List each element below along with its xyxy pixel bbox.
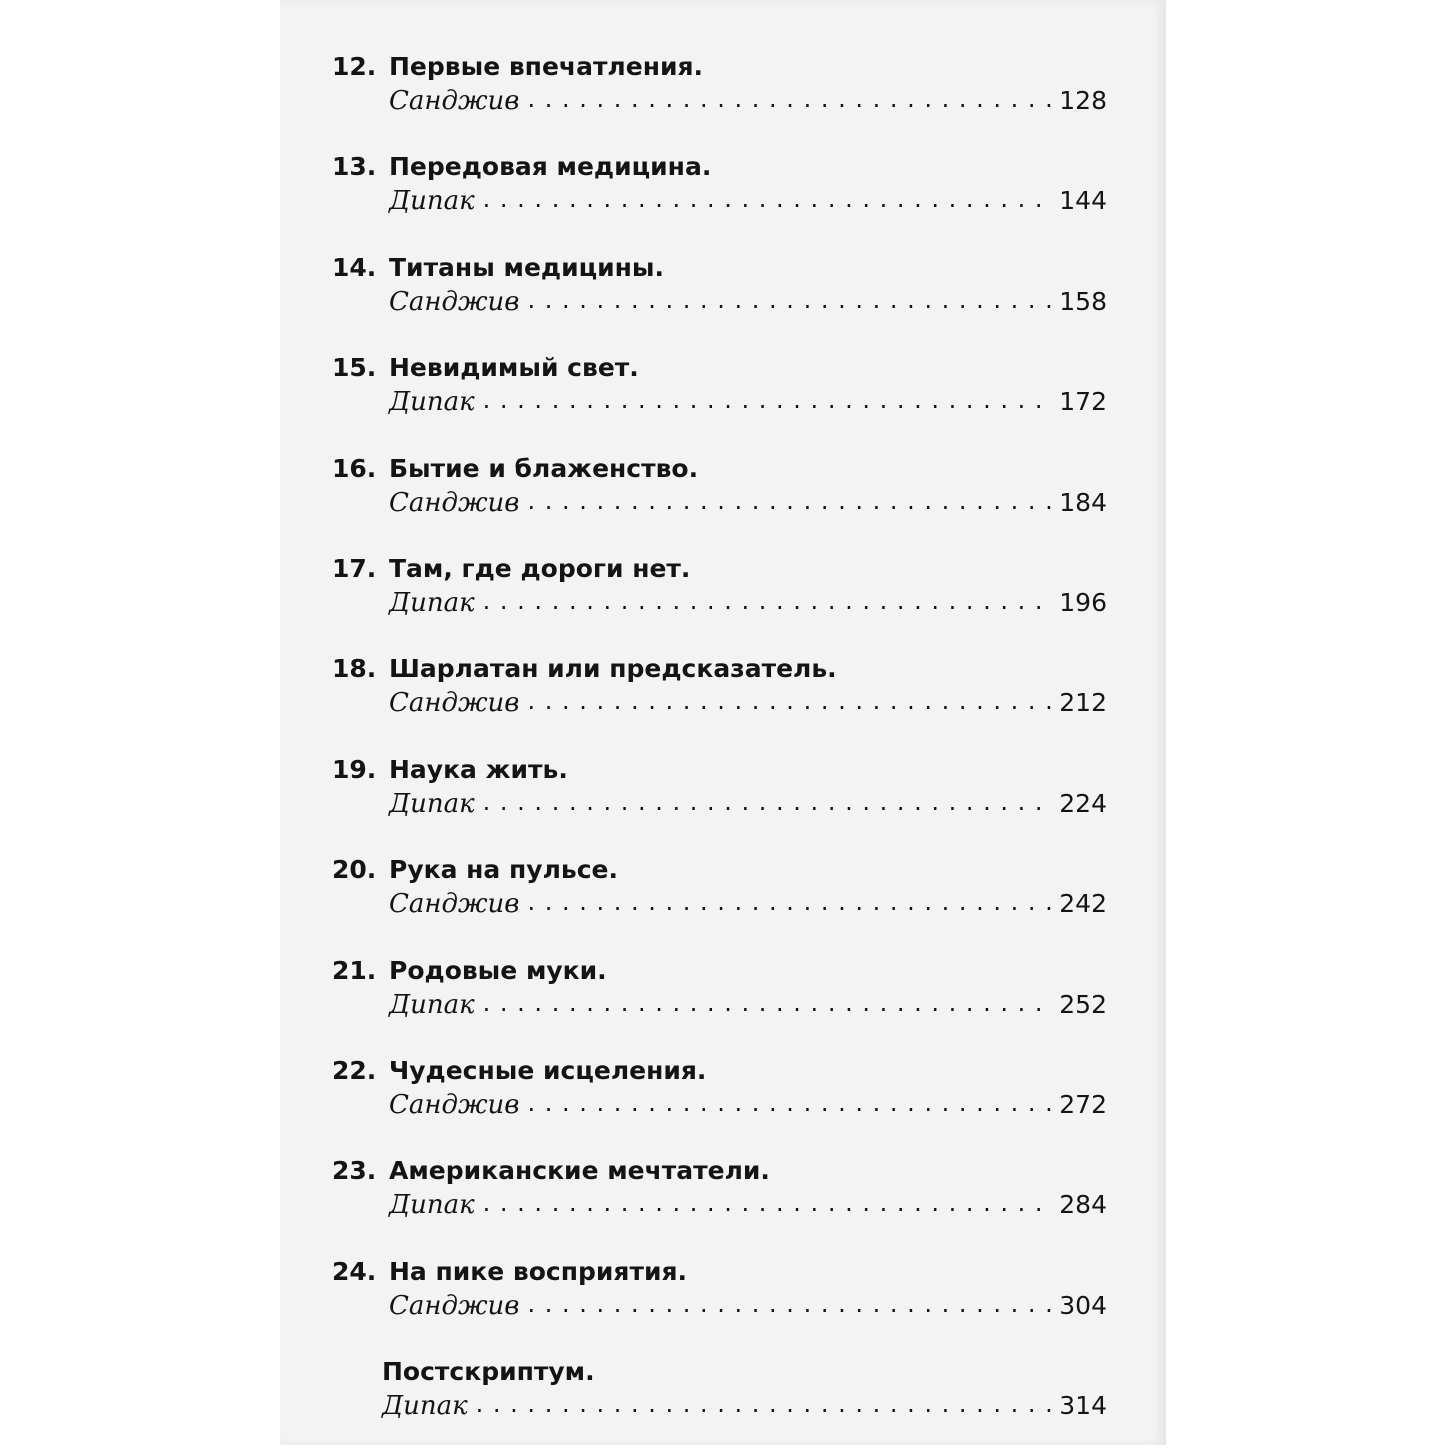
toc-entry-21 (332, 950, 1107, 1050)
chapter-title: Родовые муки. (389, 955, 607, 985)
dot-leader (483, 989, 1052, 1017)
page-number: 196 (1059, 587, 1107, 617)
chapter-author: Дипак (389, 989, 475, 1020)
toc-entry-postscript (332, 1351, 1107, 1451)
dot-leader (483, 386, 1052, 414)
chapter-title: Наука жить. (389, 754, 568, 784)
chapter-author: Дипак (389, 387, 475, 418)
toc-entry-13 (332, 146, 1107, 246)
chapter-author: Дипак (389, 788, 475, 819)
chapter-title: Бытие и блаженство. (389, 453, 699, 483)
chapter-number: 22. (332, 1055, 377, 1085)
chapter-number: 18. (332, 654, 377, 684)
page-number: 158 (1059, 286, 1107, 316)
toc-entry-23 (332, 1150, 1107, 1250)
dot-leader (527, 687, 1051, 715)
table-of-contents (332, 46, 1107, 1451)
dot-leader (527, 85, 1051, 113)
chapter-author: Санджив (389, 86, 520, 116)
toc-entry-12 (332, 46, 1107, 146)
toc-entry-17 (332, 548, 1107, 648)
chapter-number: 13. (332, 152, 377, 182)
toc-entry-16 (332, 448, 1107, 548)
chapter-author: Дипак (389, 1190, 475, 1221)
page-number: 304 (1059, 1290, 1107, 1320)
chapter-number: 14. (332, 252, 377, 282)
page-number: 252 (1059, 989, 1107, 1019)
chapter-number: 16. (332, 453, 377, 483)
dot-leader (483, 788, 1052, 816)
toc-entry-19 (332, 749, 1107, 849)
page-number: 224 (1059, 788, 1107, 818)
page-number: 242 (1059, 889, 1107, 919)
chapter-title: Чудесные исцеления. (389, 1055, 707, 1085)
chapter-number: 15. (332, 353, 377, 383)
chapter-title: Невидимый свет. (389, 353, 639, 383)
toc-entry-14 (332, 247, 1107, 347)
postscript-author: Дипак (382, 1391, 468, 1422)
toc-entry-24 (332, 1251, 1107, 1351)
chapter-title: Передовая медицина. (389, 152, 712, 182)
chapter-number: 21. (332, 955, 377, 985)
dot-leader (527, 487, 1051, 515)
toc-entry-18 (332, 648, 1107, 748)
toc-entry-15 (332, 347, 1107, 447)
chapter-number: 23. (332, 1156, 377, 1186)
chapter-author: Санджив (389, 1089, 520, 1120)
page-number: 284 (1059, 1190, 1107, 1220)
chapter-title: Первые впечатления. (389, 52, 704, 81)
dot-leader (483, 1189, 1052, 1217)
toc-entry-20 (332, 849, 1107, 949)
dot-leader (527, 1290, 1051, 1318)
dot-leader (527, 286, 1051, 314)
chapter-number: 12. (332, 52, 377, 81)
chapter-title: Титаны медицины. (389, 252, 665, 282)
chapter-author: Дипак (389, 587, 475, 618)
chapter-title: На пике восприятия. (389, 1256, 688, 1286)
chapter-author: Санджив (389, 487, 520, 518)
page-number: 272 (1059, 1089, 1107, 1119)
chapter-author: Санджив (389, 889, 520, 920)
page-number: 172 (1059, 387, 1107, 417)
chapter-author: Санджив (389, 1290, 520, 1321)
dot-leader (483, 185, 1052, 213)
chapter-author: Санджив (389, 688, 520, 719)
page-number: 144 (1059, 186, 1107, 216)
dot-leader (476, 1390, 1052, 1418)
chapter-title: Американские мечтатели. (389, 1156, 770, 1186)
page-number: 128 (1059, 86, 1107, 115)
page-number: 212 (1059, 688, 1107, 718)
chapter-title: Шарлатан или предсказатель. (389, 654, 837, 684)
chapter-number: 17. (332, 553, 377, 583)
chapter-number: 24. (332, 1256, 377, 1286)
chapter-author: Дипак (389, 186, 475, 217)
chapter-author: Санджив (389, 286, 520, 317)
chapter-title: Там, где дороги нет. (389, 553, 691, 583)
dot-leader (483, 587, 1052, 615)
dot-leader (527, 1089, 1051, 1117)
chapter-title: Рука на пульсе. (389, 855, 618, 885)
chapter-number: 20. (332, 855, 377, 885)
toc-entry-22 (332, 1050, 1107, 1150)
page-number: 314 (1059, 1391, 1107, 1421)
chapter-number: 19. (332, 754, 377, 784)
page-number: 184 (1059, 487, 1107, 517)
dot-leader (527, 888, 1051, 916)
postscript-title: Постскриптум. (382, 1357, 595, 1387)
